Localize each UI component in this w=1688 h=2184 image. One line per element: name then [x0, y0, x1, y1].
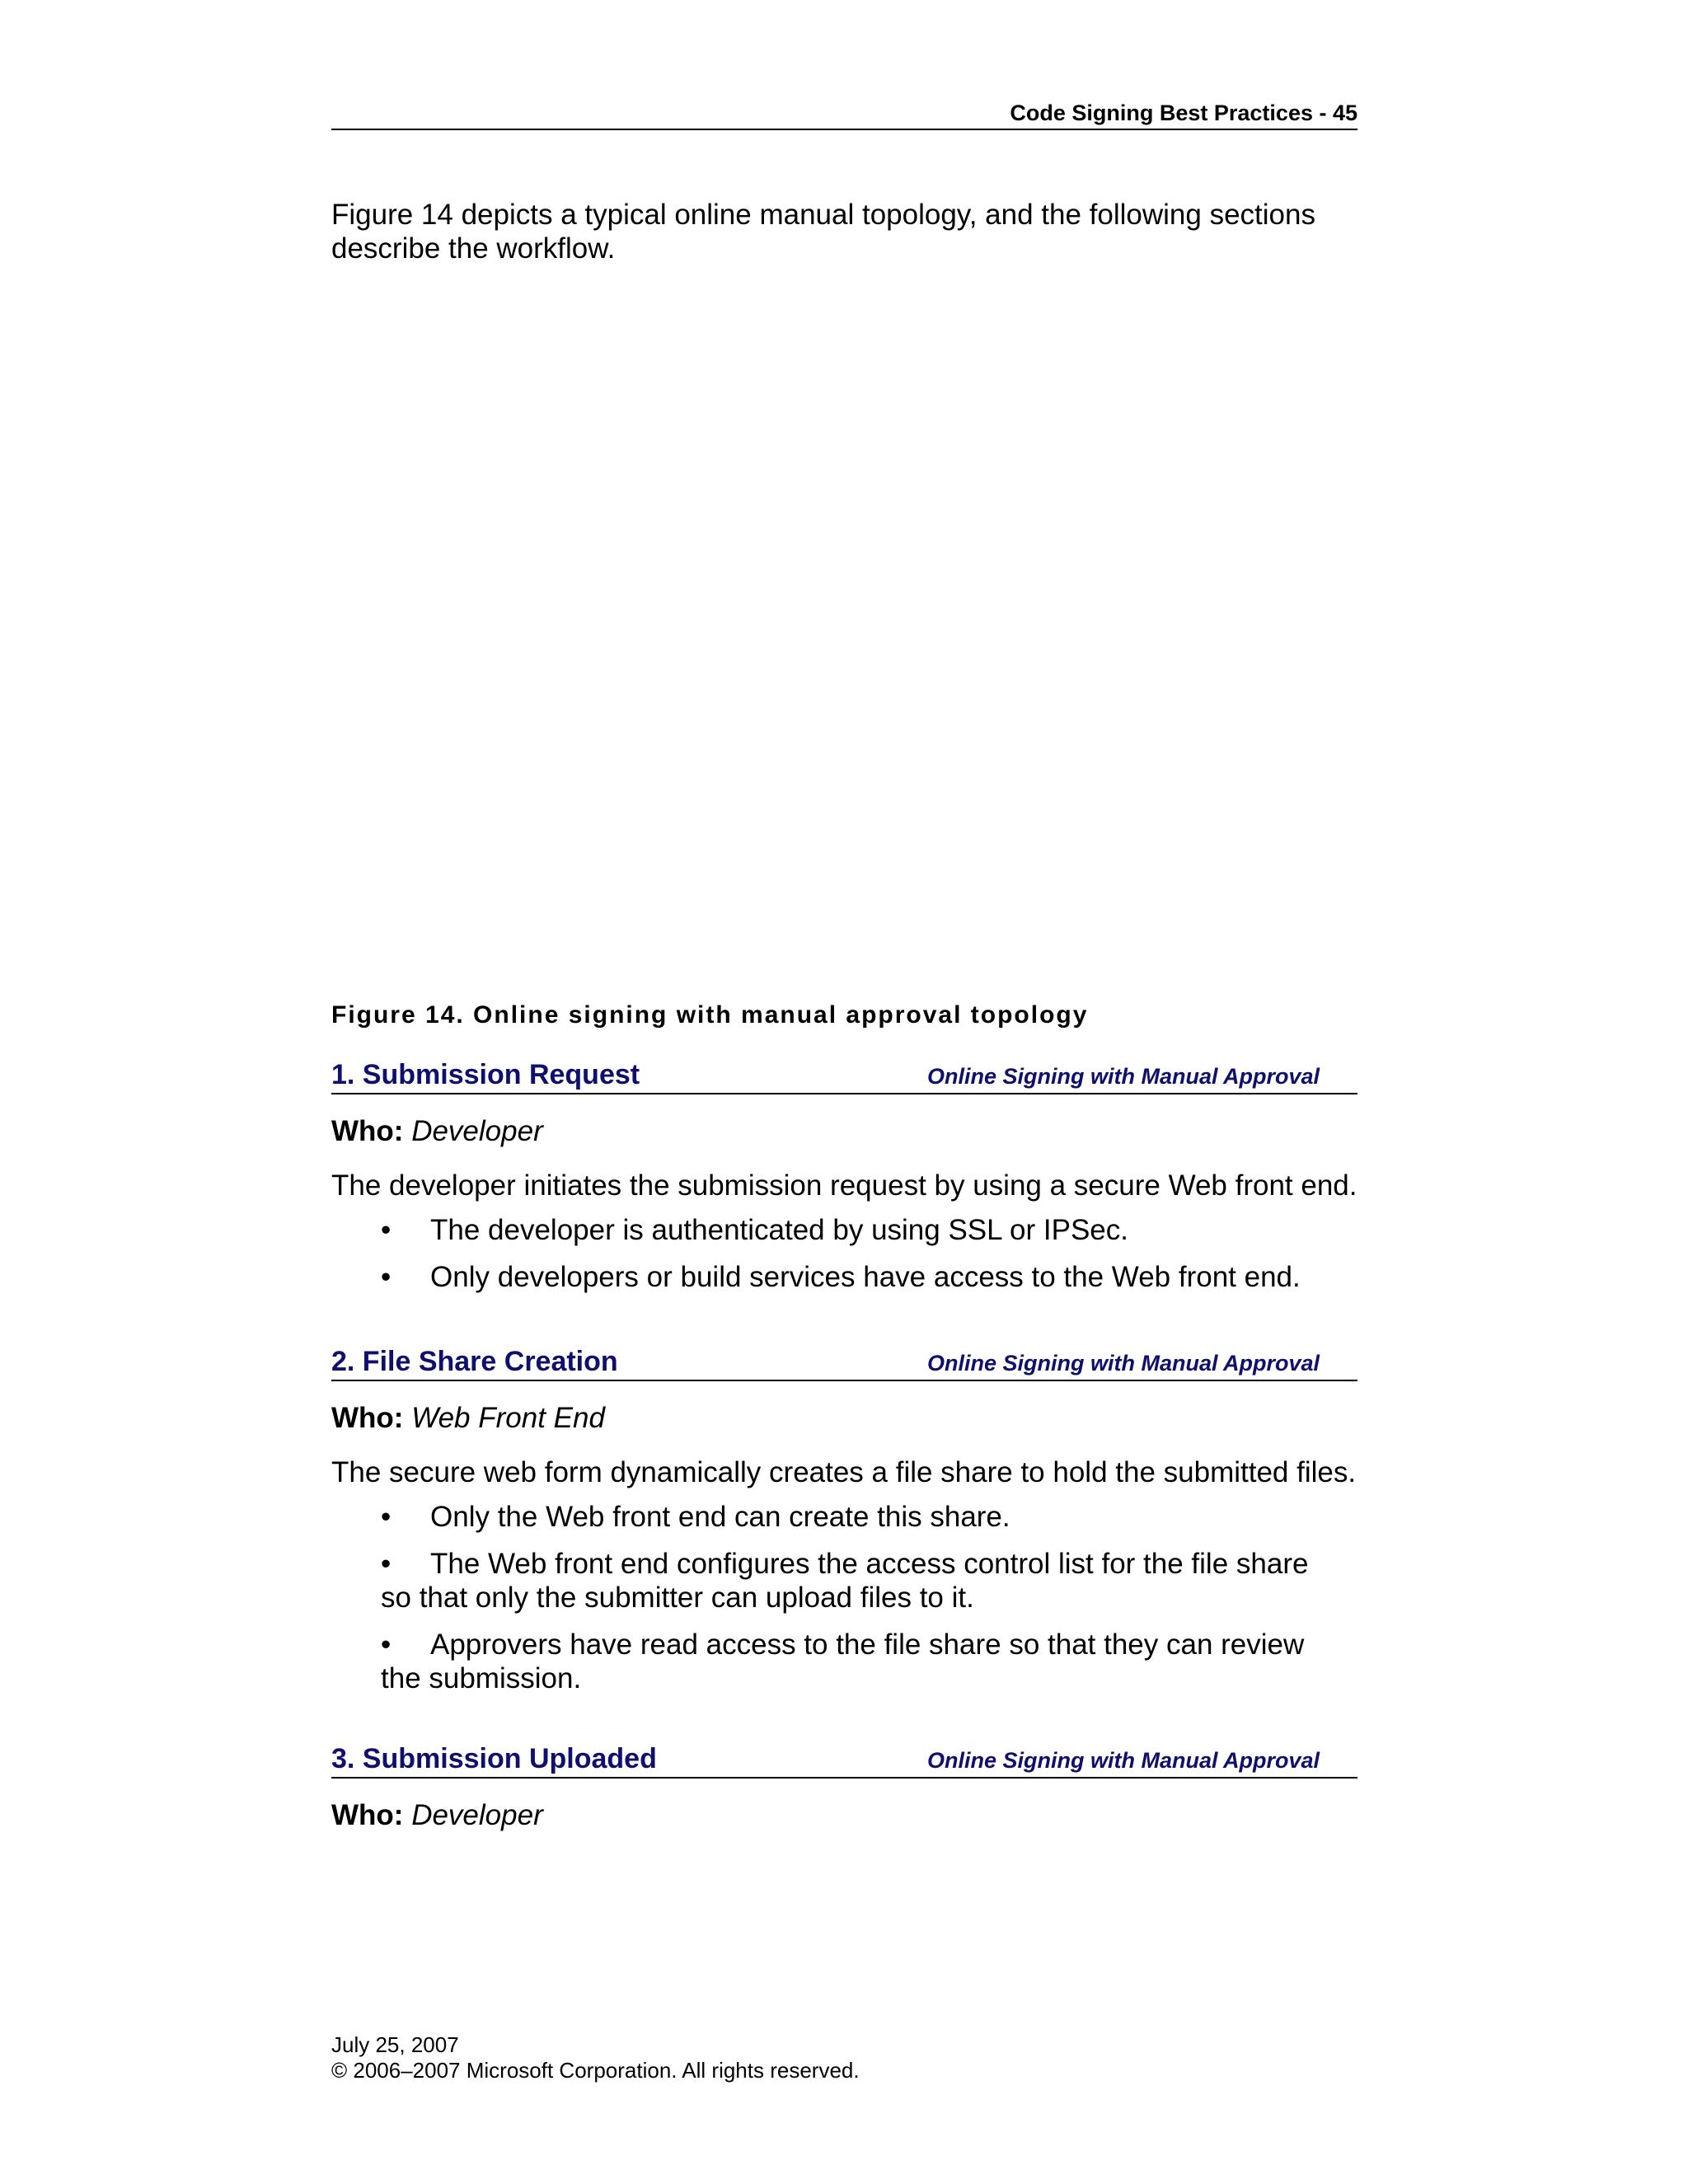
who-label: Who: — [331, 1115, 404, 1147]
page-footer — [331, 2032, 860, 2083]
bullet-dot: • — [381, 1261, 392, 1293]
section-title: 2. File Share Creation — [331, 1346, 618, 1377]
figure-placeholder — [331, 280, 1357, 972]
section-title: 3. Submission Uploaded — [331, 1743, 657, 1774]
who-line — [331, 1401, 605, 1436]
section-title: 1. Submission Request — [331, 1059, 640, 1090]
who-line — [331, 1114, 543, 1149]
footer-copyright: © 2006–2007 Microsoft Corporation. All rights reserved. — [331, 2058, 860, 2083]
bullet-text: Only the Web front end can create this share. — [430, 1501, 1010, 1533]
section-heading-3 — [331, 1739, 1357, 1779]
section-tag: Online Signing with Manual Approval — [926, 1064, 1320, 1089]
section-description: The secure web form dynamically creates a file share to hold the submitted files. — [331, 1456, 1357, 1488]
running-header-title: Code Signing Best Practices - 45 — [1010, 101, 1357, 125]
section-tag: Online Signing with Manual Approval — [926, 1351, 1320, 1376]
bullet-item — [381, 1500, 1329, 1534]
bullet-text: The developer is authenticated by using SSL or IPSec. — [430, 1214, 1128, 1246]
section-description: The developer initiates the submission request by using a secure Web front end. — [331, 1169, 1357, 1202]
bullet-item — [381, 1547, 1329, 1615]
section-tag: Online Signing with Manual Approval — [926, 1748, 1320, 1773]
bullet-text: Approvers have read access to the file share so that they can review the submission. — [381, 1629, 1305, 1694]
section-heading-2 — [331, 1342, 1357, 1381]
bullet-item — [381, 1213, 1329, 1247]
footer-date: July 25, 2007 — [331, 2032, 459, 2057]
bullet-dot: • — [381, 1548, 392, 1580]
bullet-dot: • — [381, 1629, 392, 1661]
bullet-text: Only developers or build services have access to the Web front end. — [430, 1261, 1301, 1293]
bullet-item — [381, 1628, 1329, 1695]
who-label: Who: — [331, 1799, 404, 1831]
bullet-text: The Web front end configures the access control list for the file share so that only the submitter can upload files to it. — [381, 1548, 1309, 1614]
who-line — [331, 1798, 543, 1833]
who-value: Developer — [411, 1799, 543, 1831]
who-label: Who: — [331, 1402, 404, 1434]
section-heading-1 — [331, 1055, 1357, 1094]
bullet-dot: • — [381, 1501, 392, 1533]
bullet-item — [381, 1260, 1329, 1294]
bullet-dot: • — [381, 1214, 392, 1246]
who-value: Developer — [411, 1115, 543, 1147]
who-value: Web Front End — [411, 1402, 605, 1434]
running-header — [331, 97, 1357, 130]
intro-paragraph: Figure 14 depicts a typical online manual topology, and the following sections describe the workflow. — [331, 199, 1315, 265]
figure-caption: Figure 14. Online signing with manual approval topology — [331, 1001, 1089, 1029]
